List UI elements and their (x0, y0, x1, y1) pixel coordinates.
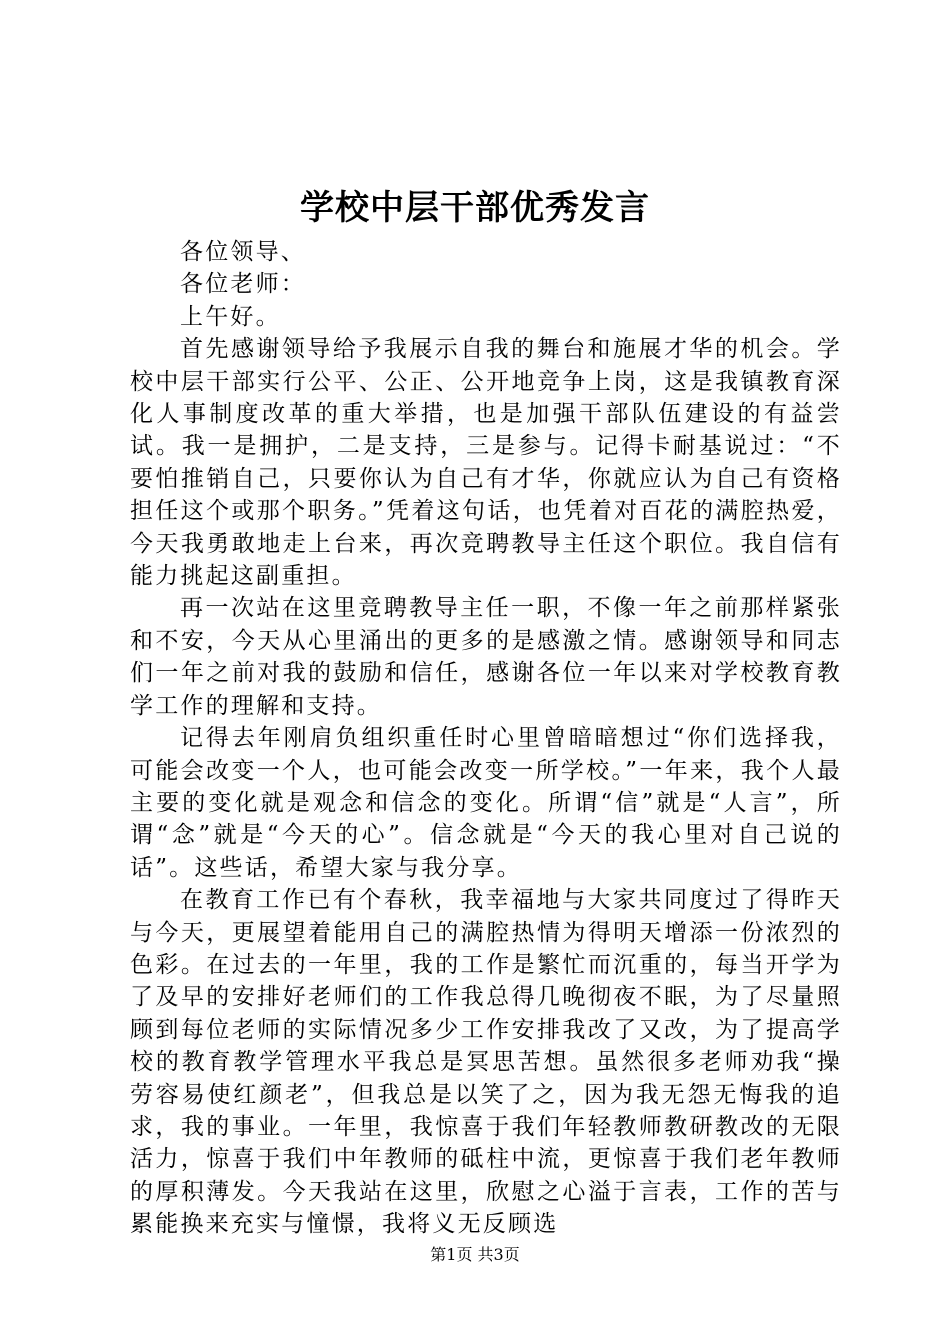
page-footer: 第1页 共3页 (430, 1245, 520, 1264)
paragraph-1: 首先感谢领导给予我展示自我的舞台和施展才华的机会。学校中层干部实行公平、公正、公开地竞争上岗，这是我镇教育深化人事制度改革的重大举措，也是加强干部队伍建设的有益尝试。我一是拥护，二是支持，三是参与。记得卡耐基说过：“不要怕推销自己，只要你认为自己有才华，你就应认为自己有资格担任这个或那个职务。”凭着这句话，也凭着对百花的满腔热爱，今天我勇敢地走上台来，再次竞聘教导主任这个职位。我自信有能力挑起这副重担。 (130, 336, 842, 590)
document-title: 学校中层干部优秀发言 (300, 188, 650, 228)
document-body (130, 236, 842, 1241)
paragraph-2: 再一次站在这里竞聘教导主任一职，不像一年之前那样紧张和不安，今天从心里涌出的更多的是感激之情。感谢领导和同志们一年之前对我的鼓励和信任，感谢各位一年以来对学校教育教学工作的理解和支持。 (130, 595, 842, 719)
greeting-good-morning: 上午好。 (180, 303, 281, 330)
paragraph-3: 记得去年刚肩负组织重任时心里曾暗暗想过“你们选择我，可能会改变一个人，也可能会改变一所学校。”一年来，我个人最主要的变化就是观念和信念的变化。所谓“信”就是“人言”，所谓“念”就是“今天的心”。信念就是“今天的我心里对自己说的话”。这些话，希望大家与我分享。 (130, 725, 842, 881)
salutation-teachers: 各位老师： (180, 271, 306, 298)
salutation-leaders: 各位领导、 (180, 239, 306, 265)
paragraph-4: 在教育工作已有个春秋，我幸福地与大家共同度过了得昨天与今天，更展望着能用自己的满腔热情为得明天增添一份浓烈的色彩。在过去的一年里，我的工作是繁忙而沉重的，每当开学为了及早的安排好老师们的工作我总得几晚彻夜不眠，为了尽量照顾到每位老师的实际情况多少工作安排我改了又改，为了提高学校的教育教学管理水平我总是冥思苦想。虽然很多老师劝我“操劳容易使红颜老”，但我总是以笑了之，因为我无怨无悔我的追求，我的事业。一年里，我惊喜于我们年轻教师教研教改的无限活力，惊喜于我们中年教师的砥柱中流，更惊喜于我们老年教师的厚积薄发。今天我站在这里，欣慰之心溢于言表，工作的苦与累能换来充实与憧憬，我将义无反顾选 (130, 887, 842, 1238)
